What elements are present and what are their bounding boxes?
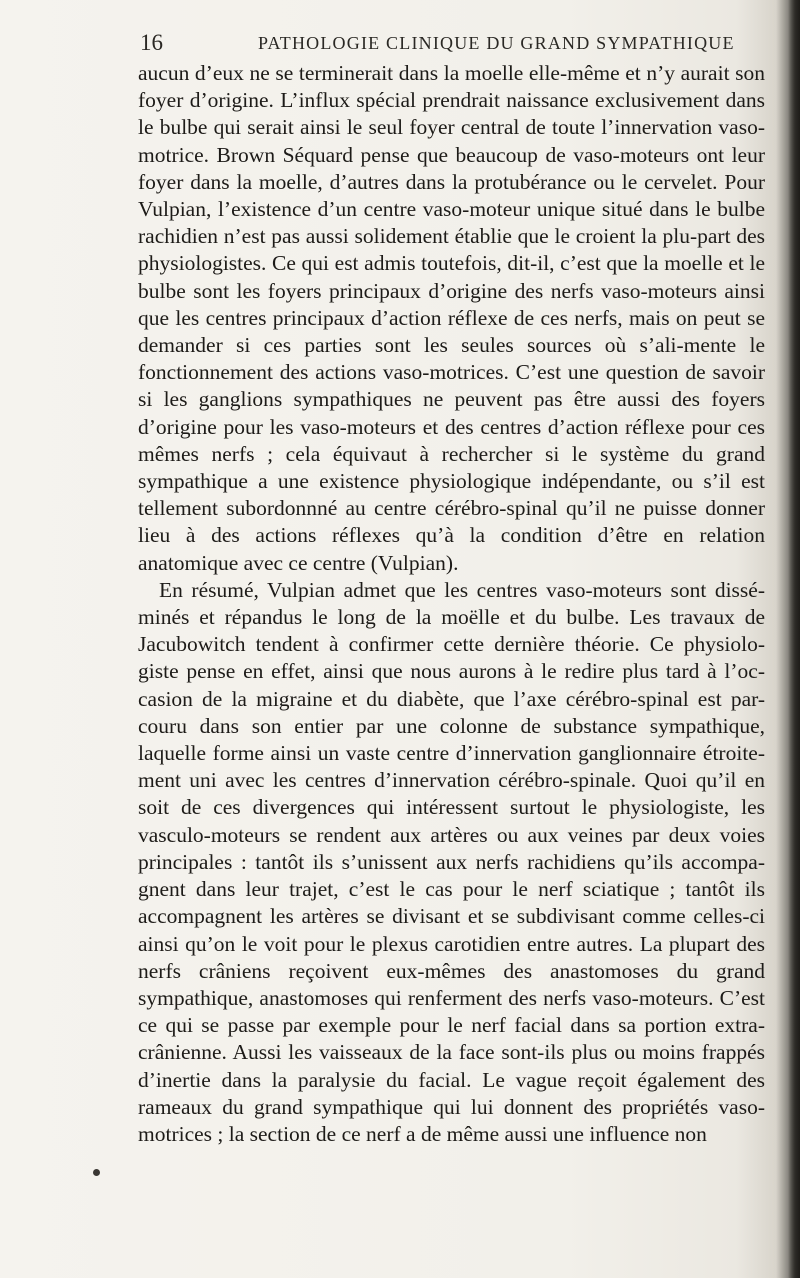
paragraph: En résumé, Vulpian admet que les centres vaso-moteurs sont dissé-minés et répandus le long de la moëlle et du bulbe. Les travaux de Jacubowitch tendent à confirmer cette dernière théorie. Ce physiolo-giste pense en effet, ainsi que nous aurons à le redire plus tard à l’oc-casion de la migraine et du diabète, que l’axe cérébro-spinal est par-couru dans son entier par une colonne de substance sympathique, laquelle forme ainsi un vaste centre d’innervation ganglionnaire étroite-ment uni avec les centres d’innervation cérébro-spinale. Quoi qu’il en soit de ces divergences qui intéressent surtout le physiologiste, les vasculo-moteurs se rendent aux artères ou aux veines par deux voies principales : tantôt ils s’unissent aux nerfs rachidiens qu’ils accompa-gnent dans leur trajet, c’est le cas pour le nerf sciatique ; tantôt ils accompagnent les artères se divisant et se subdivisant comme celles-ci ainsi qu’on le voit pour le plexus carotidien entre autres. La plupart des nerfs crâniens reçoivent eux-mêmes des anastomoses du grand sympathique, anastomoses qui renferment des nerfs vaso-moteurs. C’est ce qui se passe par exemple pour le nerf facial dans sa portion extra-crânienne. Aussi les vaisseaux de la face sont-ils plus ou moins frappés d’inertie dans la paralysie du facial. Le vague reçoit également des rameaux du grand sympathique qui lui donnent des propriétés vaso-motrices ; la section de ce nerf a de même aussi une influence non [138,577,765,1146]
page-number: 16 [140,30,163,55]
page-edge-shadow [788,0,800,1278]
ink-speck [93,1169,100,1176]
running-title: PATHOLOGIE CLINIQUE DU GRAND SYMPATHIQUE [258,33,735,53]
paragraph: aucun d’eux ne se terminerait dans la moelle elle-même et n’y aurait son foyer d’origine. L’influx spécial prendrait naissance exclusivement dans le bulbe qui serait ainsi le seul foyer central de toute l’innervation vaso-motrice. Brown Séquard pense que beaucoup de vaso-moteurs ont leur foyer dans la moelle, d’autres dans la protubérance ou le cervelet. Pour Vulpian, l’existence d’un centre vaso-moteur unique situé dans le bulbe rachidien n’est pas aussi solidement établie que le croient la plu-part des physiologistes. Ce qui est admis toutefois, dit-il, c’est que la moelle et le bulbe sont les foyers principaux d’origine des nerfs vaso-moteurs ainsi que les centres principaux d’action réflexe de ces nerfs, mais on peut se demander si ces parties sont les seules sources où s’ali-mente le fonctionnement des actions vaso-motrices. C’est une question de savoir si les ganglions sympathiques ne peuvent pas être aussi des foyers d’origine pour les vaso-moteurs et des centres d’action réflexe pour ces mêmes nerfs ; cela équivaut à rechercher si le système du grand sympathique a une existence physiologique indépendante, ou s’il est tellement subordonnné au centre cérébro-spinal qu’il ne puisse donner lieu à des actions réflexes qu’à la condition d’être en relation anatomique avec ce centre (Vulpian). [138,61,765,575]
body-text [138,60,765,1148]
running-head [140,30,760,54]
